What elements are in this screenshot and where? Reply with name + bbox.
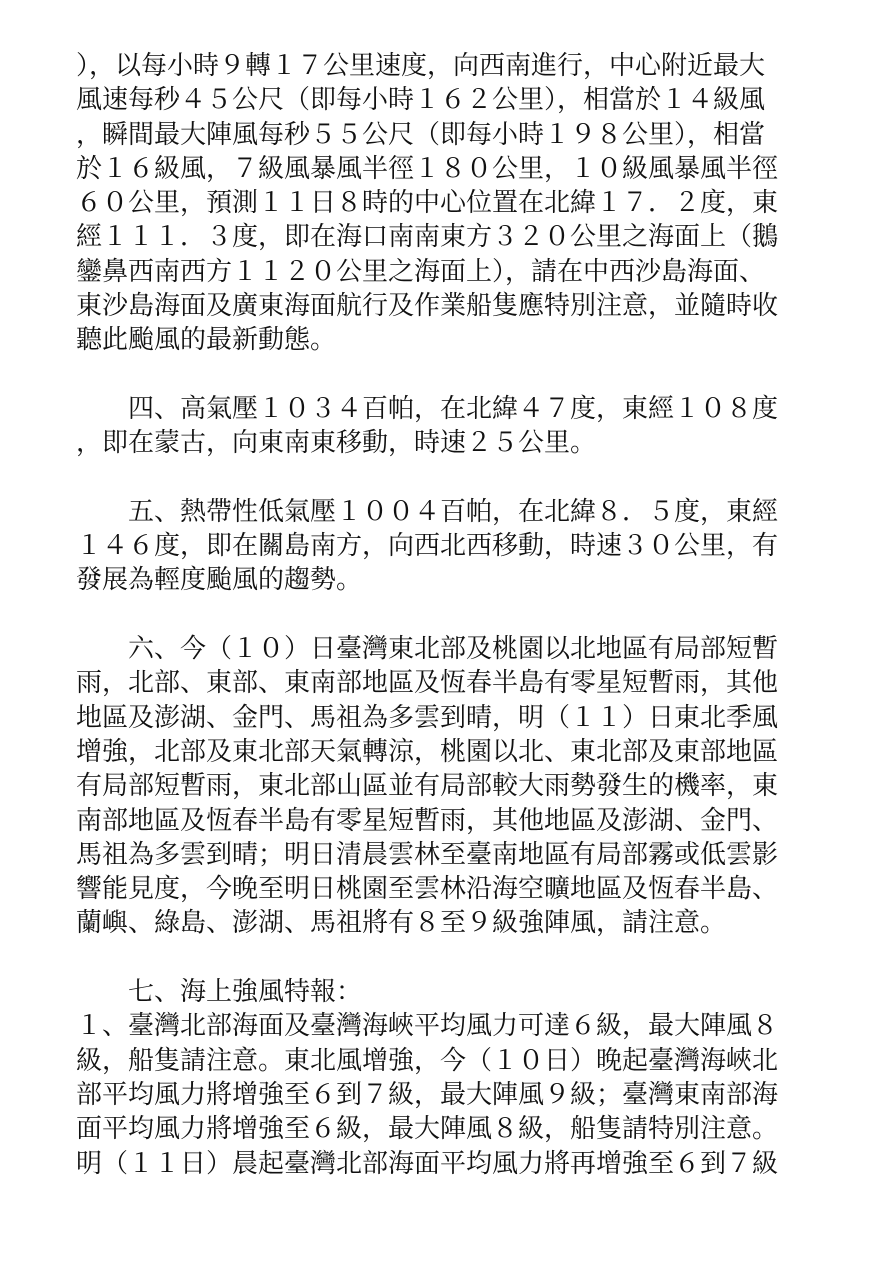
paragraph-section-4 xyxy=(76,392,808,461)
text-line: 馬祖為多雲到晴；明日清晨雲林至臺南地區有局部霧或低雲影 xyxy=(76,839,779,870)
text-line: 經１１１．３度，即在海口南南東方３２０公里之海面上（鵝 xyxy=(76,222,779,253)
text-line: 風速每秒４５公尺（即每小時１６２公里），相當於１４級風 xyxy=(76,85,766,116)
text-line: 有局部短暫雨，東北部山區並有局部較大雨勢發生的機率，東 xyxy=(76,771,779,802)
text-line: 聽此颱風的最新動態。 xyxy=(76,325,337,356)
text-line: ，瞬間最大陣風每秒５５公尺（即每小時１９８公里），相當 xyxy=(76,119,766,150)
text-line: 級，船隻請注意。東北風增強，今（１０日）晚起臺灣海峽北 xyxy=(76,1045,779,1076)
text-line: 部平均風力將增強至６到７級，最大陣風９級；臺灣東南部海 xyxy=(76,1079,779,1110)
text-line: 七、海上強風特報： xyxy=(76,977,363,1008)
text-line: 蘭嶼、綠島、澎湖、馬祖將有８至９級強陣風，請注意。 xyxy=(76,908,727,939)
text-line: 面平均風力將增強至６級，最大陣風８級，船隻請特別注意。 xyxy=(76,1114,779,1145)
text-line: 雨，北部、東部、東南部地區及恆春半島有零星短暫雨，其他 xyxy=(76,668,779,699)
text-line: ６０公里，預測１１日８時的中心位置在北緯１７．２度，東 xyxy=(76,188,779,219)
document-page xyxy=(76,49,808,1181)
paragraph-spacer xyxy=(76,598,808,632)
paragraph-spacer xyxy=(76,461,808,495)
text-line: ），以每小時９轉１７公里速度，向西南進行，中心附近最大 xyxy=(76,51,766,81)
text-line: 南部地區及恆春半島有零星短暫雨，其他地區及澎湖、金門、 xyxy=(76,805,779,836)
text-line: １、臺灣北部海面及臺灣海峽平均風力可達６級，最大陣風８ xyxy=(76,1011,779,1042)
paragraph-typhoon-continued xyxy=(76,49,808,358)
text-line: 五、熱帶性低氣壓１００４百帕，在北緯８．５度，東經 xyxy=(76,496,779,527)
text-line: １４６度，即在關島南方，向西北西移動，時速３０公里，有 xyxy=(76,531,779,562)
text-line: 發展為輕度颱風的趨勢。 xyxy=(76,565,363,596)
paragraph-spacer xyxy=(76,941,808,975)
text-line: 六、今（１０）日臺灣東北部及桃園以北地區有局部短暫 xyxy=(76,634,779,665)
paragraph-section-7 xyxy=(76,975,808,1181)
text-line: 東沙島海面及廣東海面航行及作業船隻應特別注意，並隨時收 xyxy=(76,291,779,322)
text-line: 地區及澎湖、金門、馬祖為多雲到晴，明（１１）日東北季風 xyxy=(76,702,779,733)
text-line: ，即在蒙古，向東南東移動，時速２５公里。 xyxy=(76,428,597,459)
paragraph-spacer xyxy=(76,358,808,392)
text-line: 明（１１日）晨起臺灣北部海面平均風力將再增強至６到７級 xyxy=(76,1148,779,1179)
text-line: 鑾鼻西南西方１１２０公里之海面上），請在中西沙島海面、 xyxy=(76,256,766,287)
text-line: 於１６級風，７級風暴風半徑１８０公里，１０級風暴風半徑 xyxy=(76,153,779,184)
text-line: 增強，北部及東北部天氣轉涼，桃園以北、東北部及東部地區 xyxy=(76,736,779,767)
text-line: 響能見度，今晚至明日桃園至雲林沿海空曠地區及恆春半島、 xyxy=(76,874,779,905)
paragraph-section-5 xyxy=(76,495,808,598)
paragraph-section-6 xyxy=(76,632,808,941)
text-line: 四、高氣壓１０３４百帕，在北緯４７度，東經１０８度 xyxy=(76,393,779,424)
